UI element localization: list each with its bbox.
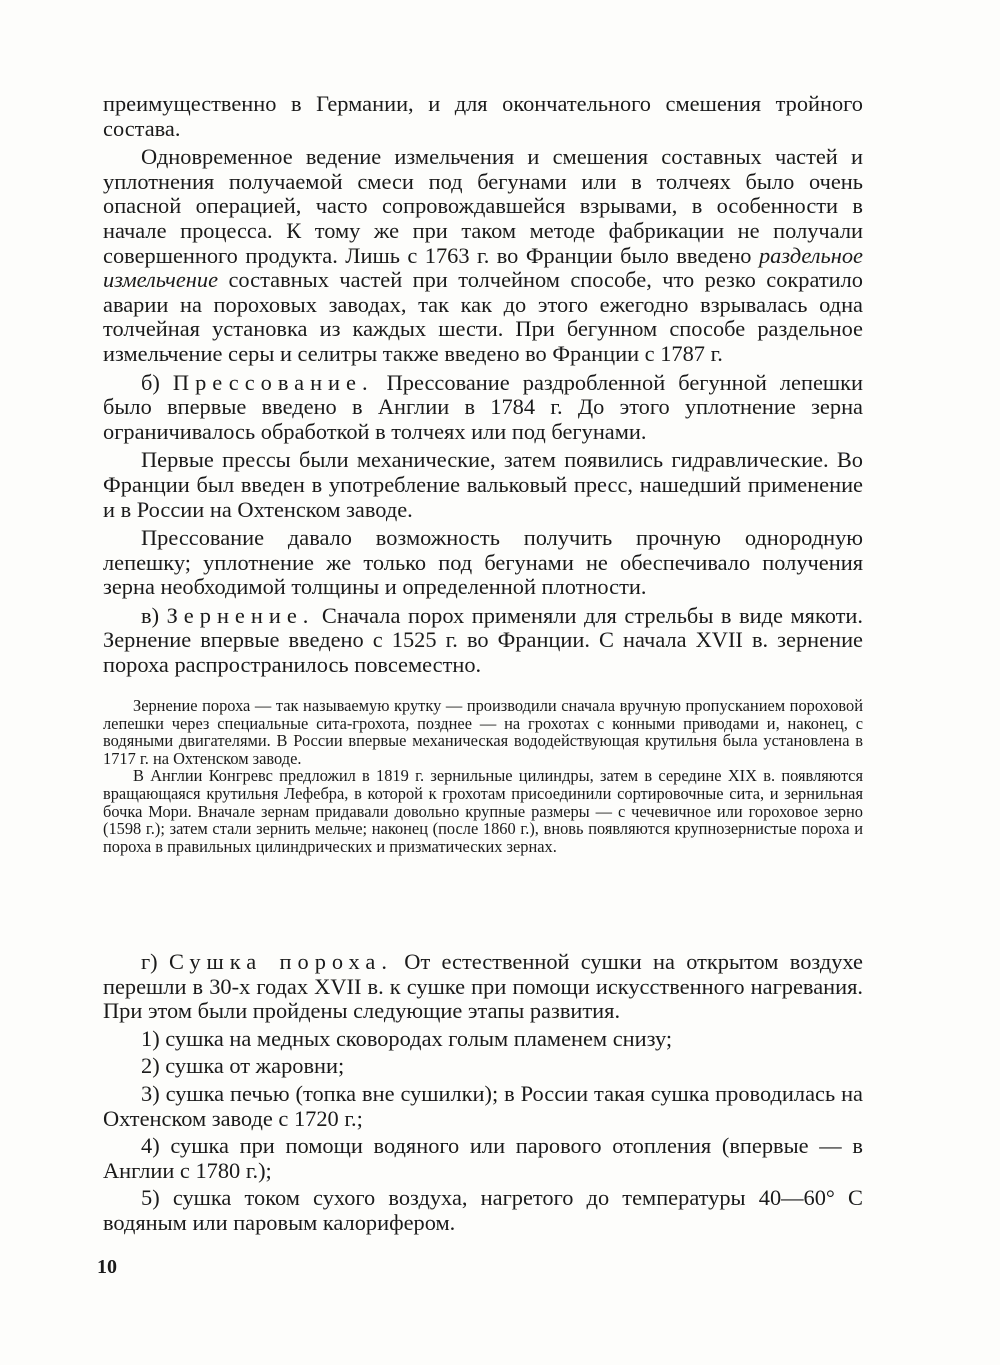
list-item: 1) сушка на медных сковородах голым пламенем снизу; (141, 1025, 673, 1051)
page-number: 10 (97, 1256, 117, 1278)
paragraph-text: Прессование раздробленной бегунной лепешки было впервые введено в Англии в 1784 г. До этого уплотнение зерна ограничивалось обработкой в толчеях или под бегунами. (103, 369, 864, 444)
italic-term: раздельное измельчение (103, 242, 863, 293)
section-heading-drying: Сушка пороха. (168, 949, 393, 974)
section-label: в) (141, 602, 167, 628)
list-item: 3) сушка печью (топка вне сушилки); в России такая сушка проводилась на Охтенском заводе с 1720 г.; (103, 1080, 863, 1131)
section-label: г) (141, 949, 169, 974)
paragraph-text: составных частей при толчейном способе, что резко сократило аварии на пороховых заводах, так как до этого ежегодно взрывалась одна толчейная установка из каждых шести. При бегунном способе раздельное измельчение серы и селитры также введено во Франции с 1787 г. (103, 267, 863, 366)
paragraph-text: Прессование давало возможность получить прочную однородную лепешку; уплотнение же только под бегунами не обеспечивало получения зерна необходимой толщины и определенной плотности. (103, 525, 863, 600)
paragraph-pressing-benefit (103, 526, 863, 600)
paragraph-text: преимущественно в Германии, и для окончательного смешения тройного состава. (103, 91, 863, 141)
paragraph-text: Одновременное ведение измельчения и смешения составных частей и уплотнения получаемой смеси под бегунами или в толчеях было очень опасной операцией, часто сопровождавшейся взрывами, в особенности в начале процесса. К тому же при таком методе фабрикации не получали совершенного продукта. Лишь с 1763 г. во Франции было введено (103, 144, 863, 268)
paragraph-presses (103, 448, 863, 522)
paragraph-text: Первые прессы были механические, затем появились гидравлические. Во Франции был введен в употребление вальковый пресс, нашедший применение и в России на Охтенском заводе. (103, 447, 863, 522)
paragraph-graining (103, 604, 863, 678)
paragraph-continuation (103, 92, 863, 141)
paragraph-drying (103, 950, 863, 1024)
paragraph-pressing (103, 371, 863, 445)
section-label: б) (141, 369, 173, 395)
lower-text (103, 950, 863, 1236)
list-item: 5) сушка током сухого воздуха, нагретого до температуры 40—60° С водяным или паровым калорифером. (103, 1185, 863, 1235)
footnote-block (103, 697, 863, 855)
paragraph-text: Сначала порох применяли для стрельбы в виде мякоти. Зернение впервые введено с 1525 г. во Франции. С начала XVII в. зернение пороха распространилось повсеместно. (103, 602, 863, 678)
list-item: 4) сушка при помощи водяного или парового отопления (впервые — в Англии с 1780 г.); (103, 1133, 863, 1183)
section-heading-pressing: Прессование. (172, 369, 374, 395)
paragraph-text: От естественной сушки на открытом воздухе перешли в 30-х годах XVII в. к сушке при помощи искусственного нагревания. При этом были пройдены следующие этапы развития. (103, 949, 863, 1024)
main-text (103, 92, 863, 678)
footnote-paragraph: Зернение пороха — так называемую крутку — производили сначала вручную пропусканием пороховой лепешки через специальные сита-грохота, позднее — на грохотах с конными приводами и, наконец, с водяными двигателями. В России впервые механическая вододействующая крутильня была установлена в 1717 г. на Охтенском заводе. (103, 696, 863, 768)
list-item: 2) сушка от жаровни; (141, 1053, 345, 1079)
paragraph-separate-grinding (103, 145, 863, 366)
footnote-paragraph: В Англии Конгревс предложил в 1819 г. зернильные цилиндры, затем в середине XIX в. появляются вращающаяся крутильня Лефебра, в которой к грохотам присоединили сортировочные сита, и зернильная бочка Мори. Вначале зернам придавали довольно крупные размеры — с чечевичное или гороховое зерно (1598 г.); затем стали зернить мельче; наконец (после 1860 г.), вновь появляются крупнозернистые пороха и пороха в правильных цилиндрических и призматических зернах. (103, 766, 863, 856)
section-heading-graining: Зернение. (166, 602, 315, 628)
